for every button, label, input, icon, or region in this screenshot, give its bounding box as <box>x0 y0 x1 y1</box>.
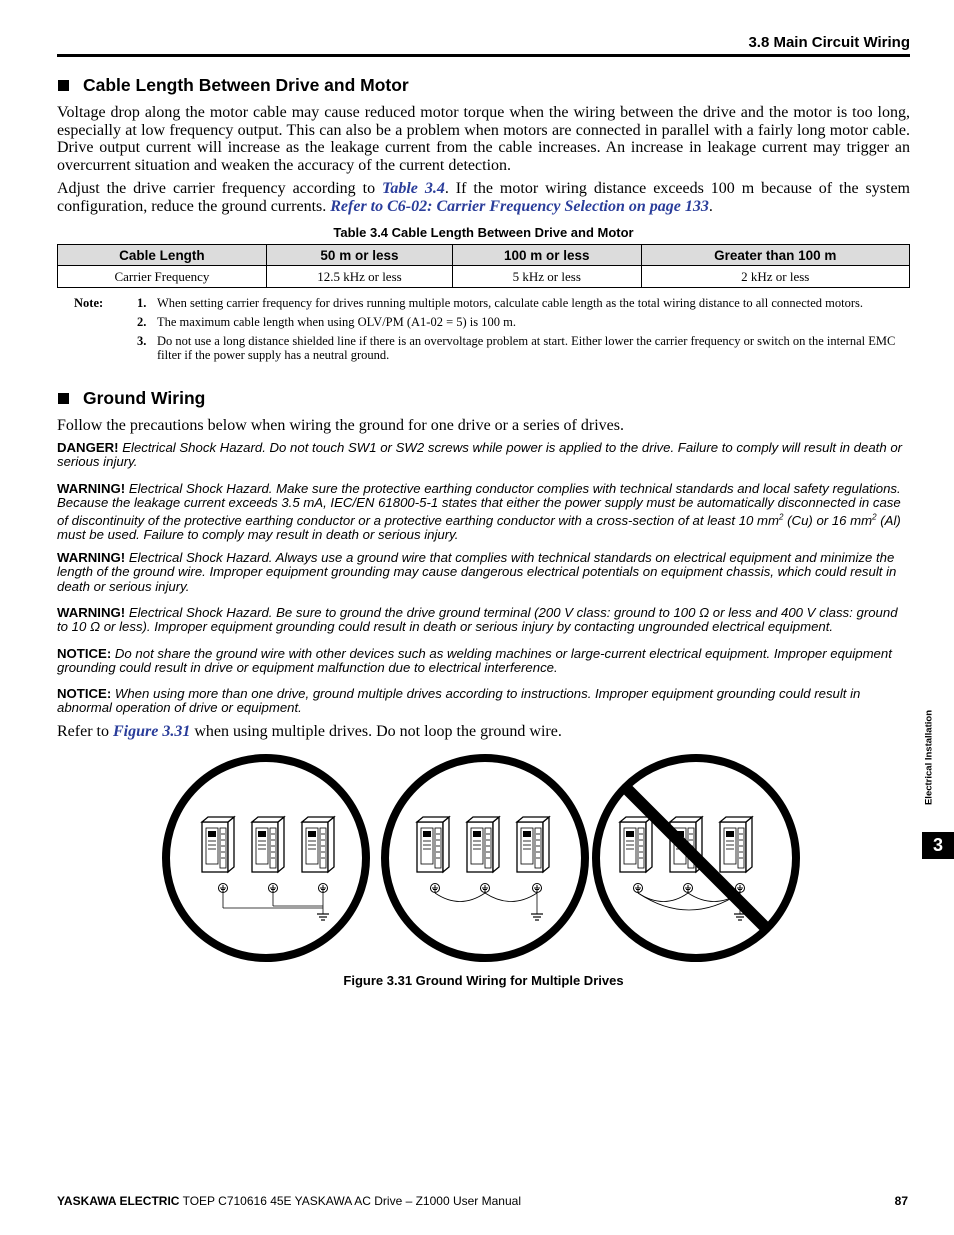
table-header-cell: Greater than 100 m <box>641 245 910 266</box>
text-span: (Al) must be used. Failure to comply may result in death or serious injury. <box>57 512 901 543</box>
heading-cable-length <box>58 75 409 96</box>
warning-label: NOTICE: <box>57 686 112 701</box>
table-caption: Table 3.4 Cable Length Between Drive and Motor <box>333 225 634 240</box>
c6-02-reference-link[interactable]: Refer to C6-02: Carrier Frequency Selection on page 133 <box>330 197 709 215</box>
page-number: 87 <box>894 1194 908 1208</box>
header-rule <box>57 54 910 57</box>
text-span: Refer to <box>57 723 113 740</box>
text-span: Adjust the drive carrier frequency according to <box>57 180 383 197</box>
danger-notice <box>57 441 910 470</box>
footer-doc-info <box>57 1194 521 1208</box>
note-number: 1. <box>137 296 147 310</box>
section-header: 3.8 Main Circuit Wiring <box>748 34 910 51</box>
figure-panel-daisy-chain <box>385 758 585 958</box>
table-row <box>58 266 910 288</box>
table-header-cell: 100 m or less <box>453 245 641 266</box>
note-item <box>74 334 910 362</box>
warning-label: WARNING! <box>57 481 126 496</box>
figure-panel-star-wiring <box>166 758 366 958</box>
note-label: Note: <box>74 296 104 310</box>
warning-label: WARNING! <box>57 605 126 620</box>
warning-label: WARNING! <box>57 550 126 565</box>
table-cell: 5 kHz or less <box>453 266 641 288</box>
warning-text: Electrical Shock Hazard. Do not touch SW1 or SW2 screws while power is applied to the drive. Failure to comply will result in death or serious injury. <box>57 440 903 470</box>
figure-panel-loop-prohibited <box>596 758 796 958</box>
table-cell: 2 kHz or less <box>641 266 910 288</box>
footer-brand: YASKAWA ELECTRIC <box>57 1194 180 1208</box>
notice-shared-ground <box>57 647 910 676</box>
warning-ground-wire <box>57 551 910 594</box>
warning-earthing <box>57 482 910 543</box>
note-item <box>74 296 910 310</box>
note-label-spacer <box>74 315 137 329</box>
table-cell: 12.5 kHz or less <box>266 266 452 288</box>
heading-text: Ground Wiring <box>83 388 206 408</box>
notice-multiple-drives <box>57 687 910 716</box>
heading-text: Cable Length Between Drive and Motor <box>83 75 409 95</box>
table-notes <box>74 296 910 367</box>
text-span: . If the motor wiring distance exceeds 100 m because of the system configuration, reduce the ground currents. <box>57 180 910 215</box>
cable-paragraph-1: Voltage drop along the motor cable may cause reduced motor torque when the wiring between the drive and the motor is too long, especially at low frequency output. This can also be a problem when motors are connected in parallel with a fairly long motor cable. Drive output current will increase as the leakage current from the cable increases. An increase in leakage current may trigger an overcurrent situation and weaken the accuracy of the current detection. <box>57 104 910 174</box>
note-text: Do not use a long distance shielded line if there is an overvoltage problem at start. Either lower the carrier frequency or switch on the internal EMC filter if the power supply has a neutral ground. <box>157 334 896 362</box>
table-header-cell: 50 m or less <box>266 245 452 266</box>
footer-doc-title: TOEP C710616 45E YASKAWA AC Drive – Z1000 User Manual <box>179 1194 521 1208</box>
superscript: 2 <box>779 512 784 522</box>
figure-reference <box>57 723 910 741</box>
note-text: The maximum cable length when using OLV/PM (A1-02 = 5) is 100 m. <box>157 315 516 329</box>
heading-ground-wiring <box>58 388 205 409</box>
superscript: 2 <box>872 512 877 522</box>
text-span: . <box>708 197 713 215</box>
warning-text <box>57 481 901 542</box>
warning-text: Electrical Shock Hazard. Always use a ground wire that complies with technical standards on electrical equipment and minimize the length of the ground wire. Improper equipment grounding may cause dangerous electrical potentials on equipment chassis, which could result in death or serious injury. <box>57 550 897 594</box>
note-number: 3. <box>137 334 147 348</box>
warning-ground-terminal <box>57 606 910 635</box>
ground-intro: Follow the precautions below when wiring the ground for one drive or a series of drives. <box>57 417 624 434</box>
warning-label: NOTICE: <box>57 646 112 661</box>
bullet-square-icon <box>58 393 69 404</box>
table-3-4-link[interactable]: Table 3.4 <box>382 180 445 197</box>
cable-length-table <box>57 244 910 288</box>
table-header-cell: Cable Length <box>58 245 267 266</box>
note-number: 2. <box>137 315 147 329</box>
text-span: when using multiple drives. Do not loop the ground wire. <box>190 723 562 740</box>
bullet-square-icon <box>58 80 69 91</box>
ground-wiring-figure <box>160 752 810 964</box>
table-cell: Carrier Frequency <box>58 266 267 288</box>
chapter-tab: 3 <box>922 832 954 859</box>
table-header-row <box>58 245 910 266</box>
figure-3-31-link[interactable]: Figure 3.31 <box>112 723 191 740</box>
text-span: Electrical Shock Hazard. Make sure the protective earthing conductor complies with technical standards and local safety regulations. Because the leakage current exceeds 3.5 mA, IEC/EN 61800-5-1 states that either the power supply must be automatically disconnected in case of discontinuity of the protective earthing conductor or a protective earthing conductor with a cross-section of at least 10 mm <box>57 481 901 528</box>
warning-text: Do not share the ground wire with other devices such as welding machines or large-current electrical equipment. Improper equipment grounding could result in drive or equipment malfunction due to electrical interference. <box>57 646 892 676</box>
figure-caption: Figure 3.31 Ground Wiring for Multiple Drives <box>343 973 624 988</box>
note-label-spacer <box>74 334 137 362</box>
cable-paragraph-2 <box>57 180 910 215</box>
side-tab-label <box>922 700 936 820</box>
warning-text: Electrical Shock Hazard. Be sure to ground the drive ground terminal (200 V class: ground to 100 Ω or less and 400 V class: ground to 10 Ω or less). Improper equipment grounding could result in death or serious injury by contacting ungrounded electrical equipment. <box>57 605 898 635</box>
warning-text: When using more than one drive, ground multiple drives according to instructions. Improper equipment grounding could result in abnormal operation of drive or equipment. <box>57 686 861 716</box>
note-item <box>74 315 910 329</box>
warning-label: DANGER! <box>57 440 119 455</box>
text-span: (Cu) or 16 mm <box>783 512 873 528</box>
note-text: When setting carrier frequency for drives running multiple motors, calculate cable length as the total wiring distance to all connected motors. <box>157 296 864 310</box>
side-tab-text: Electrical Installation <box>923 709 935 806</box>
